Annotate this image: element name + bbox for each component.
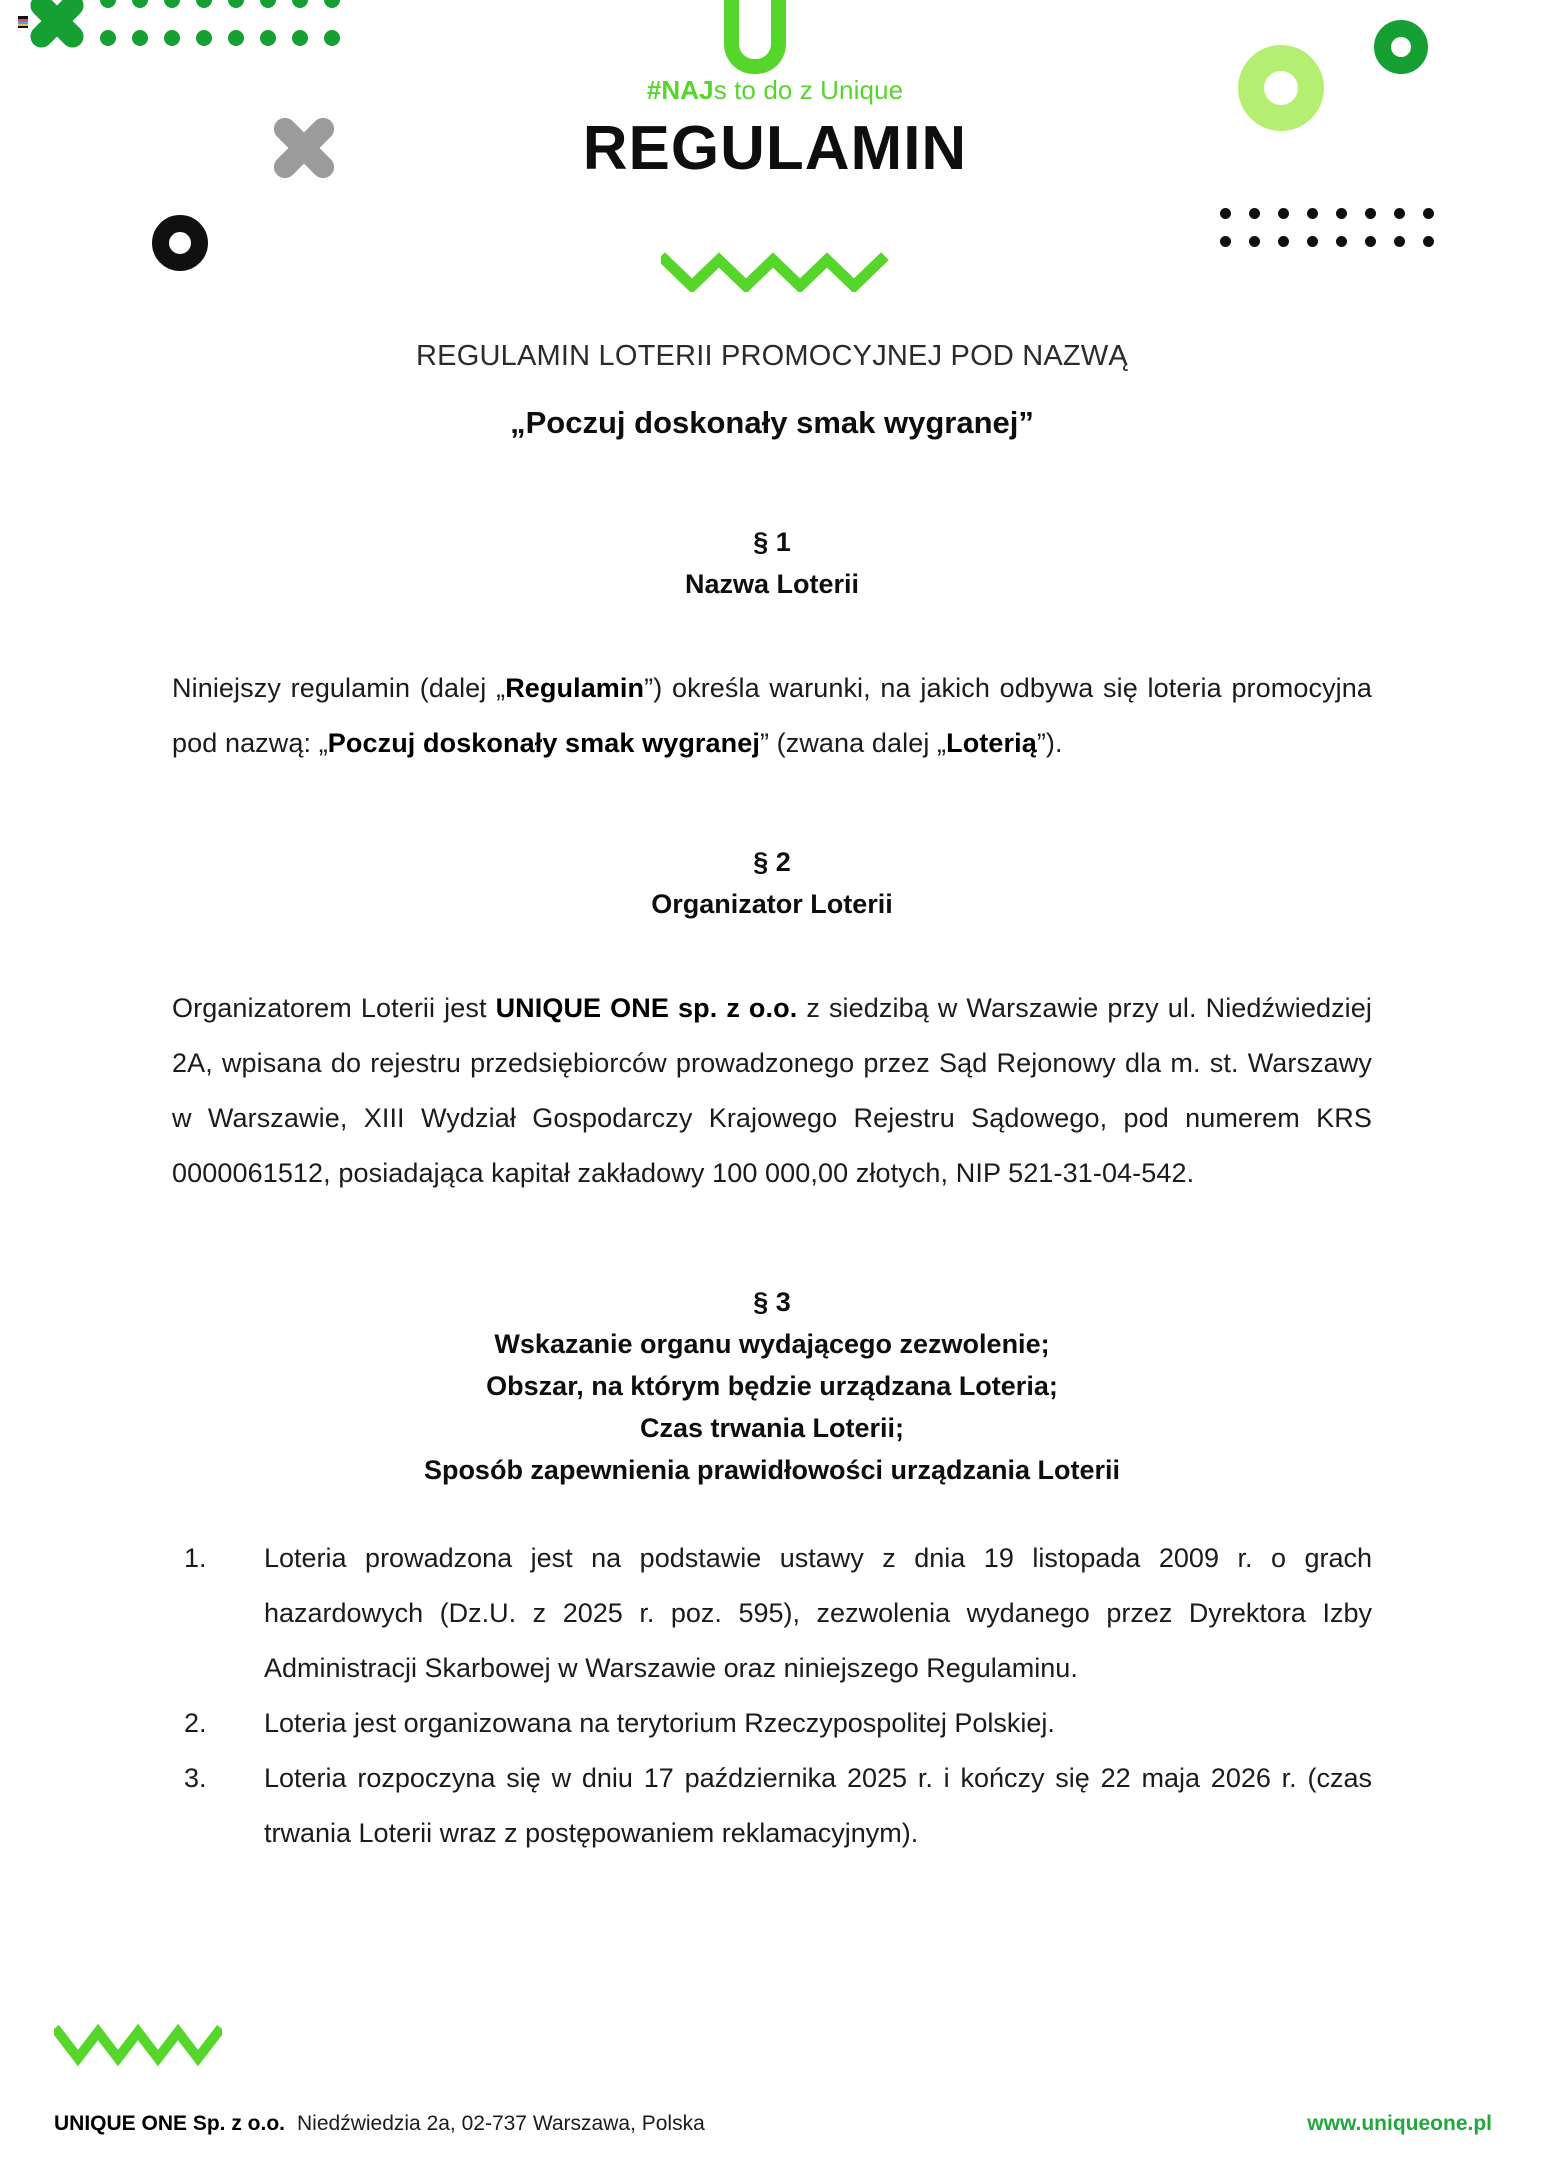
footer-company-line <box>54 2112 705 2136</box>
s1-b1: Regulamin <box>505 673 645 703</box>
section-2-heading: Organizator Loterii <box>651 889 893 919</box>
s1-p1: Niniejszy regulamin (dalej „ <box>172 673 506 703</box>
document-subtitle-line2: „Poczuj doskonały smak wygranej” <box>510 405 1034 440</box>
section-3 <box>172 1281 1372 1861</box>
footer-company-name: UNIQUE ONE Sp. z o.o. <box>54 2112 286 2135</box>
zigzag-accent-icon <box>661 250 889 292</box>
footer-address: Niedźwiedzia 2a, 02-737 Warszawa, Polska <box>297 2112 705 2135</box>
color-stripe-chip <box>18 16 28 28</box>
section-1-heading: Nazwa Loterii <box>684 569 860 599</box>
list-item-marker: 3. <box>184 1763 207 1793</box>
s2-b1: UNIQUE ONE sp. z o.o. <box>495 993 798 1023</box>
list-item-text: Loteria jest organizowana na terytorium Rzeczypospolitej Polskiej. <box>264 1708 1055 1738</box>
section-1 <box>172 521 1372 771</box>
list-item <box>172 1751 1372 1861</box>
x-shape-green-icon <box>24 0 90 54</box>
list-item <box>172 1696 1372 1751</box>
ring-black-icon <box>152 215 208 271</box>
list-item-marker: 1. <box>184 1543 207 1573</box>
document-subtitle-line1: REGULAMIN LOTERII PROMOCYJNEJ POD NAZWĄ <box>416 340 1128 372</box>
footer-website-link[interactable]: www.uniqueone.pl <box>1307 2112 1492 2135</box>
s1-b3: Loterią <box>946 728 1037 758</box>
s1-p4: ”). <box>1036 728 1063 758</box>
s2-p1: Organizatorem Loterii jest <box>172 993 496 1023</box>
brand-tagline-rest: s to do z Unique <box>713 75 904 105</box>
page-footer <box>0 2020 1550 2162</box>
brand-tagline-hash: #NAJ <box>646 75 714 105</box>
list-item-marker: 2. <box>184 1708 207 1738</box>
s1-b2: Poczuj doskonały smak wygranej <box>327 728 760 758</box>
section-3-heading-line-4: Sposób zapewnienia prawidłowości urządzania Loterii <box>423 1455 1121 1485</box>
section-1-paragraph <box>172 661 1372 771</box>
ring-dark-green-icon <box>1374 20 1428 74</box>
brand-tagline <box>0 75 1550 106</box>
s1-p2: ”) określa warunki, na jakich odbywa się loteria promocyjna pod nazwą: „ <box>172 673 1372 758</box>
unique-u-logo-icon <box>724 0 786 74</box>
section-2-number: § 2 <box>753 847 791 877</box>
document-kind-title: REGULAMIN <box>582 114 968 183</box>
document-body <box>172 340 1372 1861</box>
section-3-heading-line-3: Czas trwania Loterii; <box>639 1413 905 1443</box>
section-3-number: § 3 <box>753 1287 791 1317</box>
list-item-text: Loteria rozpoczyna się w dniu 17 października 2025 r. i kończy się 22 maja 2026 r. (czas trwania Loterii wraz z postępowaniem reklamacyjnym). <box>264 1763 1372 1848</box>
section-3-heading-line-1: Wskazanie organu wydającego zezwolenie; <box>494 1329 1050 1359</box>
section-3-heading-line-2: Obszar, na którym będzie urządzana Loteria; <box>486 1371 1058 1401</box>
section-2 <box>172 841 1372 1201</box>
section-3-list <box>172 1531 1372 1861</box>
list-item-text: Loteria prowadzona jest na podstawie ustawy z dnia 19 listopada 2009 r. o grach hazardowych (Dz.U. z 2025 r. poz. 595), zezwolenia wydanego przez Dyrektora Izby Administracji Skarbowej w Warszawie oraz niniejszego Regulaminu. <box>264 1543 1372 1683</box>
s1-p3: ” (zwana dalej „ <box>759 728 947 758</box>
section-2-paragraph <box>172 981 1372 1201</box>
list-item <box>172 1531 1372 1696</box>
s2-p2: z siedzibą w Warszawie przy ul. Niedźwiedziej 2A, wpisana do rejestru przedsiębiorców prowadzonego przez Sąd Rejonowy dla m. st. Warszawy w Warszawie, XIII Wydział Gospodarczy Krajowego Rejestru Sądowego, pod numerem KRS 0000061512, posiadająca kapitał zakładowy 100 000,00 złotych, NIP 521-31-04-542. <box>172 993 1372 1188</box>
dot-grid-black-icon <box>1220 208 1452 264</box>
dot-grid-green-icon <box>100 0 356 68</box>
section-1-number: § 1 <box>753 527 791 557</box>
footer-zigzag-icon <box>54 2020 222 2070</box>
